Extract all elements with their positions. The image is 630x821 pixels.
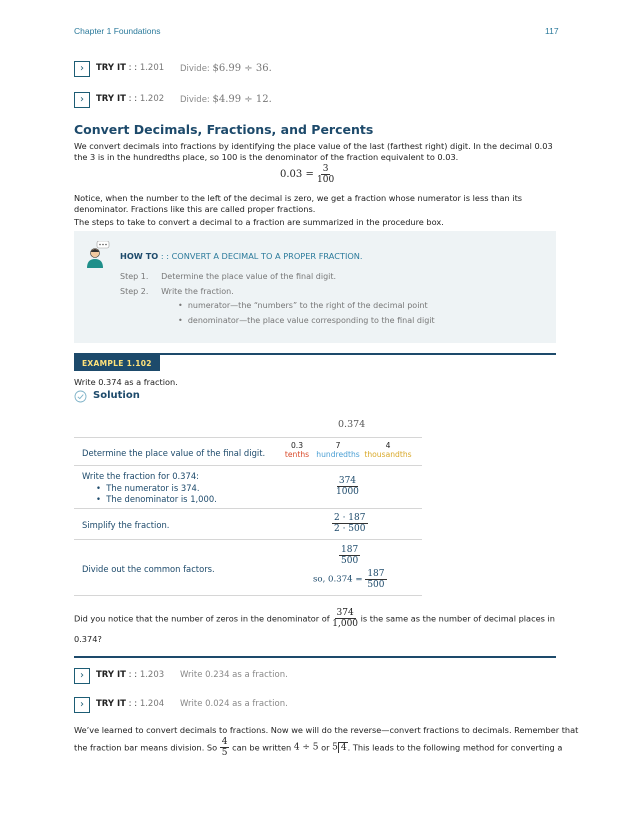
try-it-sep: : : bbox=[125, 699, 140, 709]
try-it-label: TRY IT bbox=[96, 670, 126, 680]
conclusion: so, 0.374 = $\frac{187}{500}$ bbox=[313, 569, 385, 590]
solution-label: Solution bbox=[93, 390, 140, 401]
try-it-task: Divide: $4.99 ÷ 12. bbox=[180, 94, 272, 105]
table-divider bbox=[74, 595, 422, 596]
section-rule bbox=[74, 656, 556, 658]
try-it-label: TRY IT bbox=[96, 699, 126, 709]
try-it-sep: : : bbox=[125, 63, 140, 73]
table-divider bbox=[74, 539, 422, 540]
bullet-numerator: • numerator—the “numbers” to the right of the decimal point bbox=[178, 301, 428, 310]
row-bullet-numerator: • The numerator is 374. bbox=[96, 483, 200, 493]
table-divider bbox=[74, 508, 422, 509]
try-it-task: Write 0.234 as a fraction. bbox=[180, 670, 288, 680]
place-value-tenths: 0.3 tenths bbox=[284, 441, 310, 459]
chevron-right-icon[interactable]: › bbox=[74, 61, 90, 77]
fraction-187-500: $\frac{187}{500}$ bbox=[341, 545, 359, 566]
place-value-thousandths: 4 thousandths bbox=[364, 441, 412, 459]
try-it-number: 1.202 bbox=[139, 94, 165, 104]
paragraph-procedure: The steps to take to convert a decimal to a fraction are summarized in the procedure box. bbox=[74, 217, 444, 227]
row-text-divide: Divide out the common factors. bbox=[82, 564, 215, 574]
try-it-number: 1.201 bbox=[139, 63, 165, 73]
bullet-denominator: • denominator—the place value corresponding to the final digit bbox=[178, 316, 435, 325]
chevron-right-icon[interactable]: › bbox=[74, 92, 90, 108]
try-it-label: TRY IT bbox=[96, 63, 126, 73]
row-bullet-denominator: • The denominator is 1,000. bbox=[96, 494, 217, 504]
table-divider bbox=[74, 437, 422, 438]
top-value: 0.374 bbox=[338, 419, 366, 430]
row-text-simplify: Simplify the fraction. bbox=[82, 520, 170, 530]
equation-0-03: 0.03 = $\frac{3}{100}$ bbox=[280, 164, 335, 185]
check-circle-icon bbox=[74, 390, 87, 403]
try-it-sep: : : bbox=[125, 670, 140, 680]
chevron-right-icon[interactable]: › bbox=[74, 697, 90, 713]
paragraph-zeros: Did you notice that the number of zeros in the denominator of $\frac{374}{1,000}$ is the same as the number of decimal places in bbox=[74, 608, 555, 629]
place-value-hundredths: 7 hundredths bbox=[316, 441, 360, 459]
example-tag: EXAMPLE 1.102 bbox=[74, 355, 160, 371]
paragraph-proper-fractions: Notice, when the number to the left of the decimal is zero, we get a fraction whose numerator is less than its denominator. Fractions like this are called proper fractions. bbox=[74, 193, 523, 214]
try-it-number: 1.204 bbox=[139, 699, 165, 709]
paragraph-zeros-end: 0.374? bbox=[74, 634, 102, 644]
row-text-write-fraction: Write the fraction for 0.374: bbox=[82, 471, 199, 481]
try-it-number: 1.203 bbox=[139, 670, 165, 680]
step-1: Step 1. Determine the place value of the final digit. bbox=[120, 272, 337, 281]
paragraph-reverse-line2: the fraction bar means division. So $\frac{4}{5}$ can be written 4 ÷ 5 or 5 4. This leads to the following method for converting a bbox=[74, 737, 563, 758]
page-number: 117 bbox=[545, 26, 559, 36]
section-title: Convert Decimals, Fractions, and Percents bbox=[74, 122, 374, 137]
chevron-right-icon[interactable]: › bbox=[74, 668, 90, 684]
fraction-374-1000: $\frac{374}{1000}$ bbox=[336, 476, 359, 497]
try-it-task: Write 0.024 as a fraction. bbox=[180, 699, 288, 709]
chapter-header: Chapter 1 Foundations bbox=[74, 26, 161, 36]
person-icon bbox=[84, 241, 110, 269]
paragraph-intro: We convert decimals into fractions by identifying the place value of the last (farthest right) digit. In the decimal 0.03 the 3 is in the hundredths place, so 100 is the denominator of the fraction equivalent to 0.03. bbox=[74, 141, 553, 162]
paragraph-reverse-line1: We’ve learned to convert decimals to fractions. Now we will do the reverse—convert fractions to decimals. Remember that bbox=[74, 725, 579, 735]
how-to-box bbox=[74, 231, 556, 343]
row-text-place-value: Determine the place value of the final digit. bbox=[82, 448, 266, 458]
try-it-label: TRY IT bbox=[96, 94, 126, 104]
step-2: Step 2. Write the fraction. bbox=[120, 287, 234, 296]
try-it-task: Divide: $6.99 ÷ 36. bbox=[180, 63, 272, 74]
table-divider bbox=[74, 465, 422, 466]
how-to-title: HOW TO : : CONVERT A DECIMAL TO A PROPER FRACTION. bbox=[120, 251, 363, 261]
fraction-simplify: $\frac{2 \cdot 187}{2 \cdot 500}$ bbox=[334, 513, 366, 534]
example-problem: Write 0.374 as a fraction. bbox=[74, 377, 178, 387]
try-it-sep: : : bbox=[125, 94, 140, 104]
